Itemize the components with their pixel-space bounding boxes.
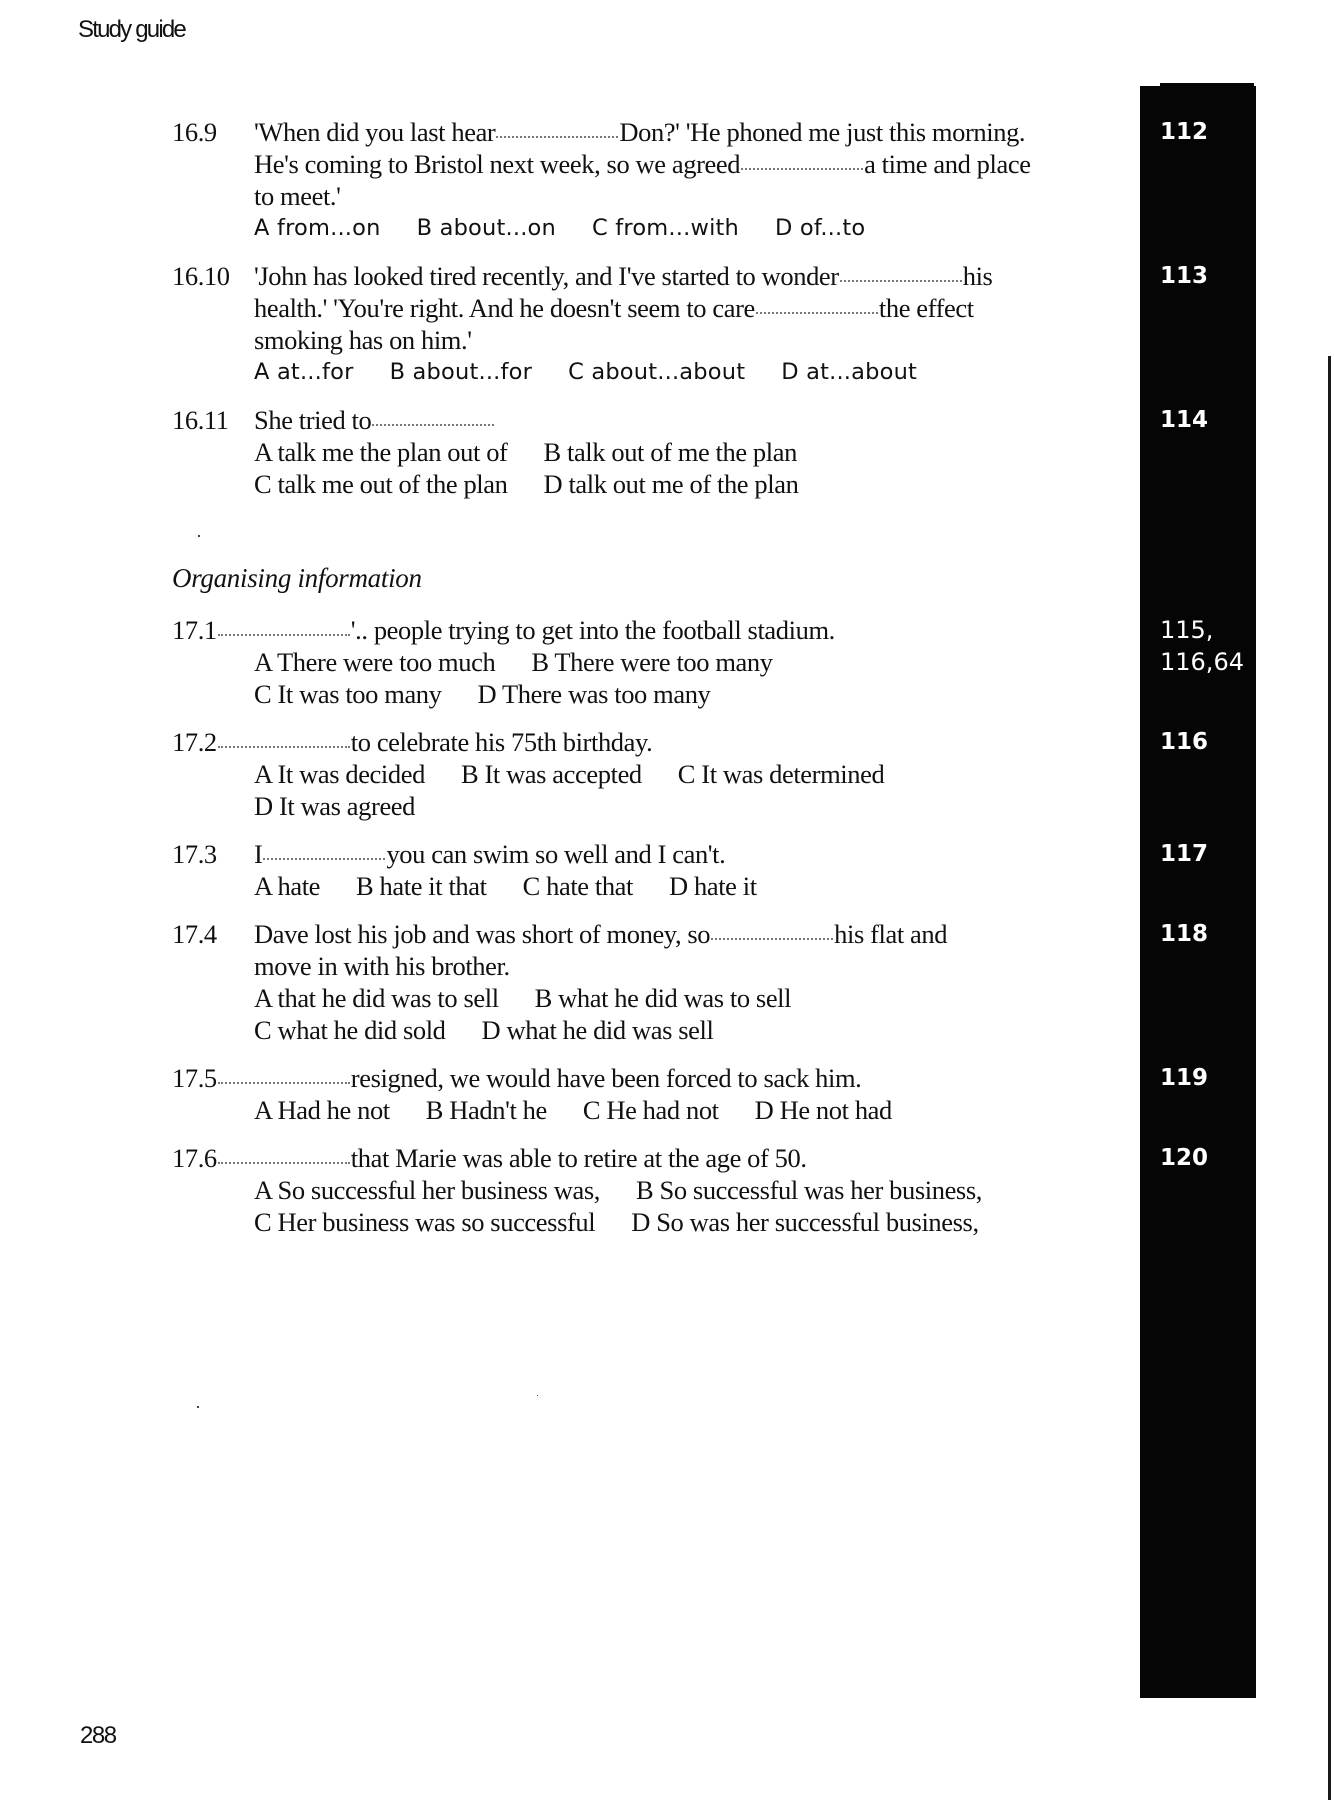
options-row (254, 1014, 1122, 1046)
question-number: 17.5 (172, 1063, 217, 1093)
question-number: 17.2 (172, 727, 217, 757)
answer-blank (756, 311, 878, 314)
answer-option: A talk me the plan out of (254, 437, 508, 467)
answer-blank (840, 279, 962, 282)
stem-text: a time and place (864, 149, 1031, 179)
question (172, 614, 1122, 710)
stem-text: that Marie was able to retire at the age of 50. (350, 1143, 807, 1173)
stem-text: 'When did you last hear (254, 117, 496, 147)
question (172, 1142, 1122, 1238)
stem-text: the effect (878, 293, 974, 323)
answer-option: C It was too many (254, 679, 442, 709)
answer-option: A Had he not (254, 1095, 390, 1125)
answer-option: D talk out me of the plan (543, 469, 799, 499)
question-stem (172, 1142, 1122, 1174)
question-stem (172, 1062, 1122, 1094)
question-number: 17.1 (172, 615, 217, 645)
answer-blank (496, 135, 618, 138)
question-stem (254, 838, 1122, 870)
stem-text: health.' 'You're right. And he doesn't seem to care (254, 293, 755, 323)
stem-text: '.. people trying to get into the football stadium. (350, 615, 835, 645)
answer-option: C It was determined (677, 759, 885, 789)
answer-option: C talk me out of the plan (254, 469, 508, 499)
question-stem (254, 918, 1122, 982)
options-row (254, 468, 1122, 500)
scan-speck (197, 1406, 199, 1408)
options-row (254, 790, 1122, 822)
answer-option: A It was decided (254, 759, 425, 789)
answer-option: B about...on (416, 215, 556, 241)
answer-option: B about...for (389, 359, 533, 385)
ref-number-17-4: 118 (1160, 921, 1209, 947)
options-row (254, 356, 1122, 388)
answer-option: A from...on (254, 215, 381, 241)
stem-text: Don?' 'He phoned me just this morning. (619, 117, 1026, 147)
answer-option: D what he did was sell (481, 1015, 714, 1045)
answer-option: B So successful was her business, (636, 1175, 982, 1205)
reference-side-bar (1140, 86, 1256, 1698)
answer-blank (741, 167, 863, 170)
answer-option: B what he did was to sell (534, 983, 792, 1013)
answer-option: D So was her successful business, (631, 1207, 979, 1237)
stem-text: move in with his brother. (254, 951, 510, 981)
options-row (254, 678, 1122, 710)
question-number: 16.9 (172, 117, 217, 147)
question-stem (254, 404, 1122, 436)
options-row (254, 1206, 1122, 1238)
answer-option: C what he did sold (254, 1015, 446, 1045)
stem-text: his (962, 261, 993, 291)
answer-option: D hate it (669, 871, 757, 901)
stem-text: to meet.' (254, 181, 341, 211)
question-stem (254, 260, 1122, 356)
ref-number-17-6: 120 (1160, 1145, 1209, 1171)
answer-blank (218, 1161, 350, 1164)
question (172, 838, 1122, 902)
answer-blank (218, 633, 350, 636)
ref-number-17-3: 117 (1160, 841, 1209, 867)
answer-option: D It was agreed (254, 791, 416, 821)
answer-option: A that he did was to sell (254, 983, 499, 1013)
answer-option: A There were too much (254, 647, 496, 677)
stem-text: She tried to (254, 405, 372, 435)
stem-text: Dave lost his job and was short of money, so (254, 919, 711, 949)
question (172, 260, 1122, 388)
answer-option: C from...with (591, 215, 739, 241)
stem-text: his flat and (834, 919, 948, 949)
question-number: 16.11 (172, 405, 229, 435)
question-number: 16.10 (172, 261, 230, 291)
answer-option: B It was accepted (460, 759, 642, 789)
scan-speck (537, 1395, 538, 1396)
options-row (254, 982, 1122, 1014)
question-stem (172, 726, 1122, 758)
ref-number-16-10: 113 (1160, 263, 1209, 289)
section-heading: Organising information (172, 563, 422, 593)
ref-number-17-5: 119 (1160, 1065, 1209, 1091)
stem-text: smoking has on him.' (254, 325, 472, 355)
answer-option: A hate (254, 871, 321, 901)
answer-option: C about...about (568, 359, 746, 385)
question (172, 116, 1122, 244)
question (172, 404, 1122, 500)
question-number: 17.4 (172, 919, 217, 949)
answer-option: D of...to (775, 215, 866, 241)
answer-option: A So successful her business was, (254, 1175, 600, 1205)
page-edge-line (1328, 356, 1331, 1800)
answer-option: B talk out of me the plan (543, 437, 797, 467)
options-row (254, 758, 1122, 790)
question-stem (254, 116, 1122, 212)
stem-text: 'John has looked tired recently, and I've started to wonder (254, 261, 839, 291)
answer-blank (218, 1081, 350, 1084)
ref-number-16-9: 112 (1160, 119, 1209, 145)
stem-text: resigned, we would have been forced to sack him. (350, 1063, 862, 1093)
question (172, 726, 1122, 822)
options-row (254, 870, 1122, 902)
options-row (254, 1174, 1122, 1206)
answer-option: C He had not (582, 1095, 719, 1125)
ref-number-17-1: 115, 116,64 (1160, 616, 1244, 676)
options-row (254, 1094, 1122, 1126)
answer-option: B Hadn't he (425, 1095, 547, 1125)
answer-blank (711, 937, 833, 940)
options-row (254, 436, 1122, 468)
answer-option: B hate it that (356, 871, 487, 901)
stem-text: I (254, 839, 263, 869)
question (172, 918, 1122, 1046)
answer-option: D There was too many (477, 679, 711, 709)
stem-text: He's coming to Bristol next week, so we agreed (254, 149, 741, 179)
answer-blank (263, 857, 385, 860)
running-header: Study guide (78, 16, 185, 43)
question-number: 17.6 (172, 1143, 217, 1173)
page-number: 288 (80, 1722, 116, 1749)
stem-text: to celebrate his 75th birthday. (350, 727, 653, 757)
options-row (254, 212, 1122, 244)
question-stem (172, 614, 1122, 646)
ref-number-16-11: 114 (1160, 407, 1209, 433)
scan-speck (198, 535, 200, 537)
answer-option: D He not had (754, 1095, 892, 1125)
answer-blank (372, 423, 494, 426)
answer-option: C hate that (522, 871, 634, 901)
ref-number-17-2: 116 (1160, 729, 1209, 755)
answer-option: B There were too many (531, 647, 773, 677)
answer-blank (218, 745, 350, 748)
options-row (254, 646, 1122, 678)
answer-option: A at...for (254, 359, 354, 385)
question-number: 17.3 (172, 839, 217, 869)
question (172, 1062, 1122, 1126)
answer-option: C Her business was so successful (254, 1207, 596, 1237)
answer-option: D at...about (781, 359, 918, 385)
stem-text: you can swim so well and I can't. (386, 839, 726, 869)
